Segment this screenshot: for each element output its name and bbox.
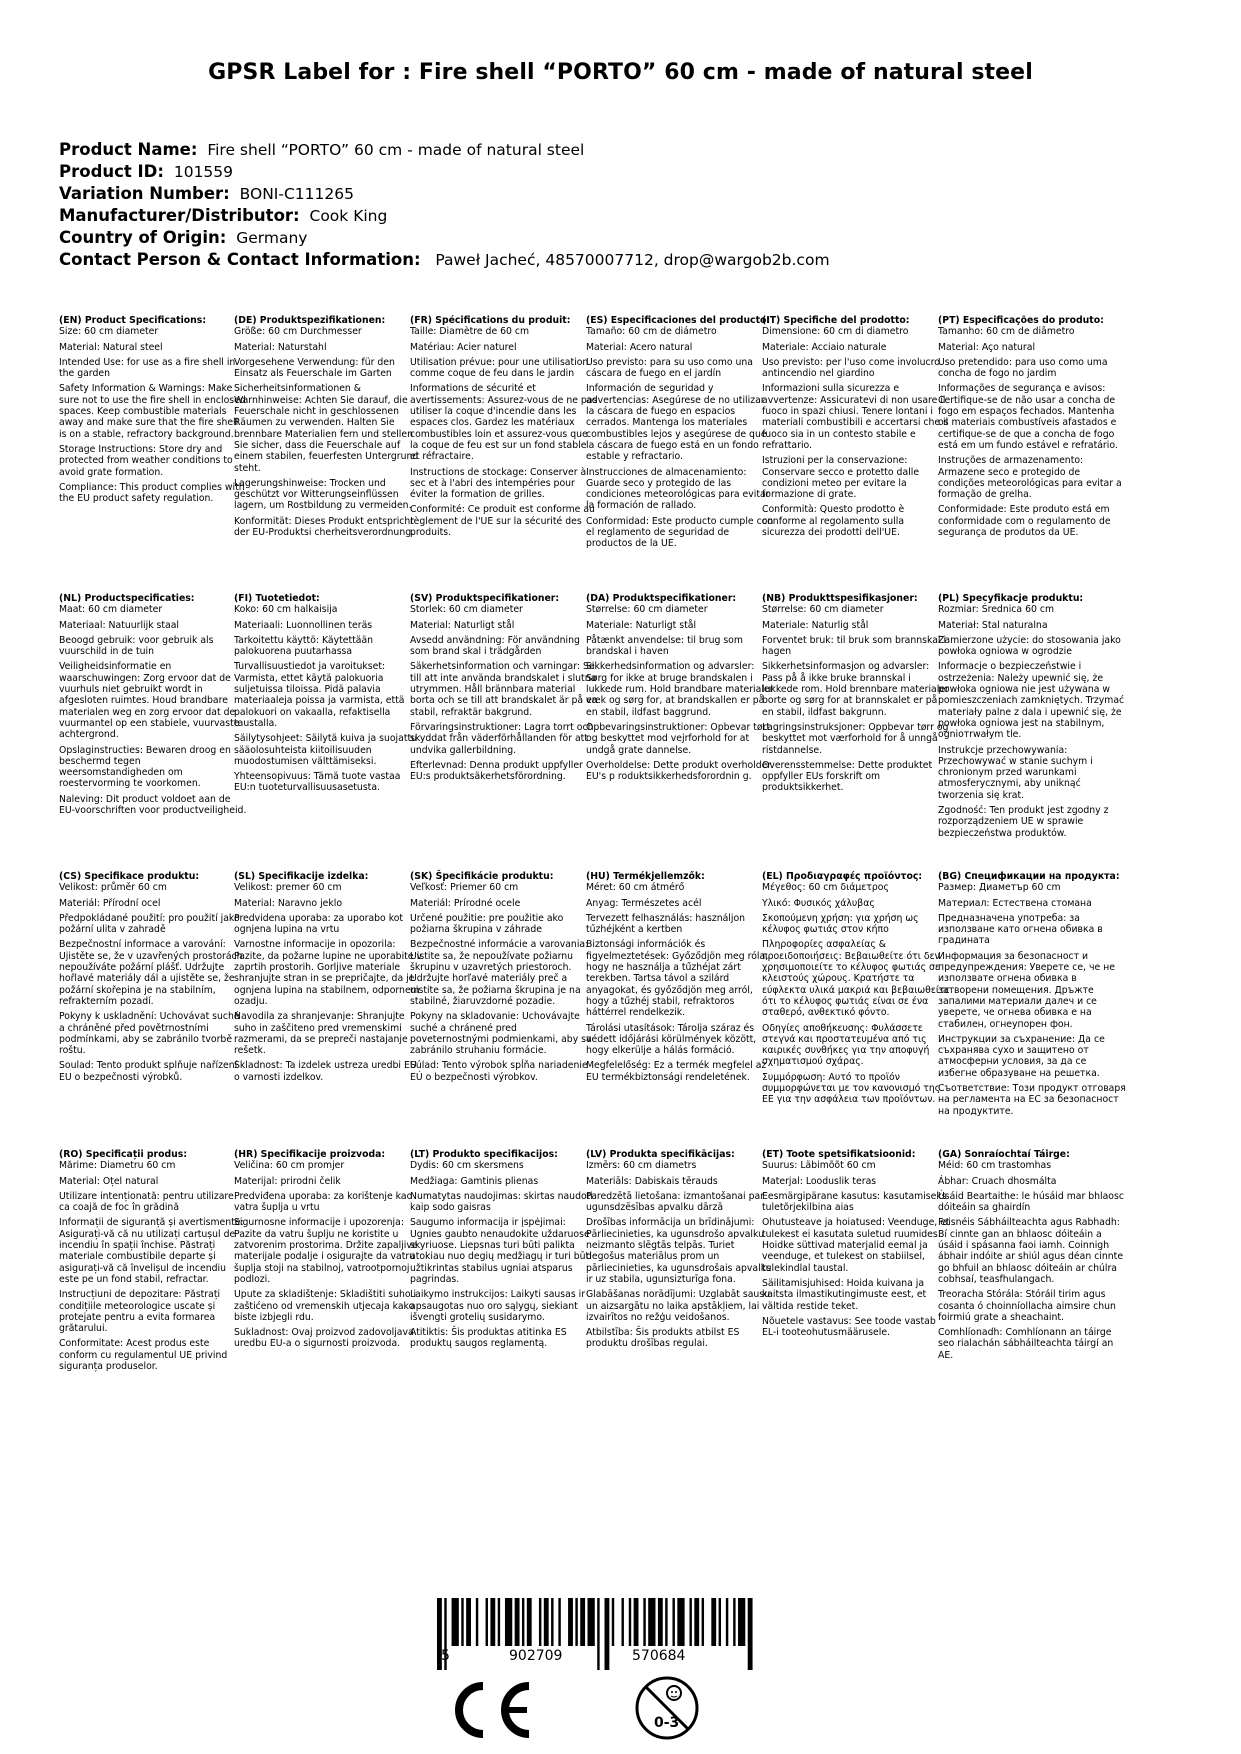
language-paragraph: Úsáid Beartaithe: le húsáid mar bhlaosc dóiteáin sa ghairdín — [938, 1190, 1124, 1214]
language-paragraph: Compliance: This product complies with the EU product safety regulation. — [59, 481, 245, 505]
barcode-bar — [515, 1598, 520, 1646]
barcode-bar — [665, 1598, 667, 1646]
language-paragraph: Pokyny k uskladnění: Uchovávat suché a chráněné před povětrnostními podmínkami, aby se zabránilo tvorbě roštu. — [59, 1011, 240, 1057]
language-paragraph: Информация за безопасност и предупреждения: Уверете се, че не използвате огнена обивка в затворени помещения. Дръжте запалими материали далеч и се уверете, че огнева обивка е на стабилен, огнеупорен фон. — [938, 950, 1115, 1030]
language-paragraph: Forventet bruk: til bruk som brannskal i hagen — [762, 634, 947, 658]
language-paragraph: Intended Use: for use as a fire shell in the garden — [59, 356, 236, 380]
language-paragraph: Materijal: prirodni čelik — [234, 1175, 341, 1187]
language-paragraph: Drošības informācija un brīdinājumi: Pārliecinieties, ka ugunsdrošo apvalku neizmanto slēgtās telpās. Turiet degošus materiālus prom un pārliecinieties, ka ugunsdrošais apvalks ir uz stabila, ugunsizturīga fona. — [586, 1217, 771, 1285]
language-paragraph: Material: Naravno jeklo — [234, 897, 343, 909]
language-paragraph: Veľkosť: Priemer 60 cm — [410, 882, 519, 894]
variation-number-row — [59, 183, 830, 205]
language-paragraph: Инструкции за съхранение: Да се съхранява сухо и защитено от атмосферни условия, за да се избегне образуване на решетка. — [938, 1033, 1105, 1079]
language-heading: (FI) Tuotetiedot: — [234, 593, 320, 604]
product-name-row — [59, 139, 830, 161]
language-paragraph: Koko: 60 cm halkaisija — [234, 604, 338, 616]
country-value: Germany — [236, 229, 308, 247]
language-paragraph: Säilytysohjeet: Säilytä kuiva ja suojattu sääolosuhteista kiitoilisuuden muodostumisen välttämiseksi. — [234, 733, 418, 767]
barcode-bar — [568, 1598, 573, 1646]
language-paragraph: Πληροφορίες ασφαλείας & προειδοποιήσεις: Βεβαιωθείτε ότι δεν χρησιμοποιείτε το κέλυφος φωτιάς σε κλειστούς χώρους. Κρατήστε τα εύφλεκτα υλικά μακριά και βεβαιωθείτε ότι το κέλυφος φωτιάς είναι σε ένα σταθερό, ανθεκτικό φόντο. — [762, 939, 950, 1019]
language-paragraph: Varnostne informacije in opozorila: Pazite, da požarne lupine ne uporabite v zaprtih prostorih. Gorljive materiale shranjujte stran in se prepričajte, da je ognjena lupina na stabilnem, odpornem ozadju. — [234, 939, 422, 1007]
language-paragraph: Tárolási utasítások: Tárolja száraz és védett időjárási körülmények között, hogy elkerülje a hálás formáció. — [586, 1022, 757, 1057]
language-paragraph: Säkerhetsinformation och varningar: Se till att inte använda brandskalet i slutna utrymmen. Håll brännbara material borta och se till att brandskalet är på en stabil, refraktär bakgrund. — [410, 661, 598, 718]
language-heading: (NB) Produkttspesifikasjoner: — [762, 593, 918, 604]
language-block — [410, 593, 598, 786]
barcode-bar — [643, 1598, 645, 1646]
language-paragraph: Uso previsto: para su uso como una cáscara de fuego en el jardín — [586, 356, 754, 380]
language-paragraph: Material: Naturstahl — [234, 341, 327, 353]
language-paragraph: Material: Aço natural — [938, 341, 1036, 353]
language-paragraph: Materjal: Looduslik teras — [762, 1175, 877, 1187]
barcode-bar — [580, 1598, 585, 1646]
barcode-bar — [527, 1598, 532, 1646]
language-paragraph: Σκοπούμενη χρήση: για χρήση ως κέλυφος φωτιάς στον κήπο — [762, 912, 919, 936]
language-paragraph: Ohutusteave ja hoiatused: Veenduge, et tulekest ei kasutata suletud ruumides. Hoidke süttivad materjalid eemal ja veenduge, et tulekest on stabiilsel, tulekindlal taustal. — [762, 1217, 950, 1274]
barcode — [437, 1598, 755, 1670]
language-paragraph: Υλικό: Φυσικός χάλυβας — [762, 897, 875, 909]
language-paragraph: Size: 60 cm diameter — [59, 326, 159, 338]
language-block — [234, 871, 422, 1087]
country-row — [59, 227, 830, 249]
language-heading: (HR) Specifikacije proizvoda: — [234, 1149, 386, 1160]
language-paragraph: Tarkoitettu käyttö: Käytettään palokuorena puutarhassa — [234, 634, 374, 658]
language-paragraph: Sikkerhedsinformation og advarsler: Sørg for ikke at bruge brandskalen i lukkede rum. Hold brandbare materialer væk og sørg for, at brandskallen er på en stabil, ildfast baggrund. — [586, 661, 774, 718]
language-block — [410, 871, 598, 1087]
language-paragraph: Zgodność: Ten produkt jest zgodny z rozporządzeniem UE w sprawie bezpieczeństwa produktów. — [938, 805, 1109, 839]
language-heading: (DA) Produktspecifikationer: — [586, 593, 737, 604]
language-paragraph: Faisnéis Sábháilteachta agus Rabhadh: Bí cinnte gan an bhlaosc dóiteáin a úsáid i spásanna faoi iamh. Coinnigh ábhair indóite ar shiúl agus déan cinnte go bhfuil an bhlaosc dóiteáin ar chúlra cobhsaí, teasfhulangach. — [938, 1217, 1124, 1285]
language-block — [586, 1149, 774, 1354]
language-paragraph: Instructions de stockage: Conserver à sec et à l'abri des intempéries pour éviter la formation de grilles. — [410, 466, 587, 501]
language-paragraph: Instrukcje przechowywania: Przechowywać w stanie suchym i chronionym przed warunkami atmosferycznymi, aby uniknąć tworzenia się krat. — [938, 744, 1093, 801]
barcode-bar — [486, 1598, 488, 1646]
language-paragraph: Información de seguridad y advertencias: Asegúrese de no utilizar la cáscara de fuego en espacios cerrados. Mantenga los materiales combustibles lejos y asegúrese de que la cáscara de fuego está en un fondo estable y refractario. — [586, 383, 767, 463]
language-paragraph: Συμμόρφωση: Αυτό το προϊόν συμμορφώνεται με τον κανονισμό της ΕΕ για την ασφάλεια των προϊόντων. — [762, 1071, 941, 1106]
language-heading: (BG) Спецификации на продукта: — [938, 871, 1120, 882]
barcode-digits-left: 902709 — [509, 1648, 563, 1664]
language-paragraph: Beoogd gebruik: voor gebruik als vuurschild in de tuin — [59, 634, 214, 658]
language-paragraph: Materiaali: Luonnollinen teräs — [234, 619, 373, 631]
language-paragraph: Instrucțiuni de depozitare: Păstrați condițiile meteorologice uscate și protejate pentru a evita formarea grătarului. — [59, 1289, 221, 1335]
barcode-bar — [658, 1598, 663, 1646]
language-paragraph: Pokyny na skladovanie: Uchovávajte suché a chránené pred poveternostnými podmienkami, aby sa zabránilo struhaniu formácie. — [410, 1011, 592, 1057]
language-paragraph: Größe: 60 cm Durchmesser — [234, 326, 362, 338]
language-paragraph: Informações de segurança e avisos: Certifique-se de não usar a concha de fogo em espaços fechados. Mantenha os materiais combustíveis afastados e certifique-se de que a concha de fogo está em um fundo estável e refratário. — [938, 383, 1118, 451]
language-paragraph: Izmērs: 60 cm diametrs — [586, 1160, 697, 1172]
language-paragraph: Opslaginstructies: Bewaren droog en beschermd tegen weersomstandigheden om roestervorming te voorkomen. — [59, 744, 231, 790]
language-heading: (GA) Sonraíochtaí Táirge: — [938, 1149, 1070, 1160]
language-paragraph: Maat: 60 cm diameter — [59, 604, 163, 616]
language-paragraph: Veličina: 60 cm promjer — [234, 1160, 345, 1172]
language-block — [59, 593, 247, 820]
language-heading: (EN) Product Specifications: — [59, 315, 207, 326]
barcode-bar — [719, 1598, 721, 1646]
language-paragraph: Velikost: premer 60 cm — [234, 882, 342, 894]
language-block — [762, 593, 950, 798]
language-paragraph: Förvaringsinstruktioner: Lagra torrt och skyddat från väderförhållanden för att undvika gallerbildning. — [410, 721, 594, 756]
language-paragraph: Určené použitie: pre použitie ako požiarna škrupina v záhrade — [410, 912, 564, 936]
language-paragraph: Conformità: Questo prodotto è conforme al regolamento sulla sicurezza dei prodotti dell'UE. — [762, 504, 905, 539]
language-heading: (RO) Specificații produs: — [59, 1149, 188, 1160]
language-paragraph: Rozmiar: Średnica 60 cm — [938, 604, 1055, 616]
language-paragraph: Sicherheitsinformationen & Warnhinweise: Achten Sie darauf, die Feuerschale nicht in geschlossenen Räumen zu verwenden. Halten Sie brennbare Materialien fern und stellen Sie sicher, dass die Feuerschale auf einem stabilen, feuerfesten Untergrund steht. — [234, 383, 419, 474]
language-paragraph: Veiligheidsinformatie en waarschuwingen: Zorg ervoor dat de vuurhuls niet gebruikt wordt in afgesloten ruimtes. Houd brandbare materialen weg en zorg ervoor dat de vuurmantel op een stabiele, vuurvaste achtergrond. — [59, 661, 240, 741]
language-block — [59, 871, 247, 1087]
language-paragraph: Uso previsto: per l'uso come involucro antincendio nel giardino — [762, 356, 940, 380]
barcode-bar — [711, 1598, 716, 1646]
barcode-bar — [672, 1598, 674, 1646]
language-paragraph: Skladnost: Ta izdelek ustreza uredbi EU o varnosti izdelkov. — [234, 1060, 417, 1083]
language-heading: (LT) Produkto specifikacijos: — [410, 1149, 558, 1160]
language-paragraph: Velikost: průměr 60 cm — [59, 882, 167, 894]
product-id-value: 101559 — [173, 163, 234, 181]
language-paragraph: Instruções de armazenamento: Armazene seco e protegido de condições meteorológicas para evitar a formação de grelha. — [938, 455, 1122, 501]
barcode-bar — [575, 1598, 577, 1646]
language-paragraph: Conformité: Ce produit est conforme au règlement de l'UE sur la sécurité des produits. — [410, 504, 595, 539]
manufacturer-value: Cook King — [309, 207, 388, 225]
language-paragraph: Méid: 60 cm trastomhas — [938, 1160, 1052, 1172]
language-paragraph: Mărime: Diametru 60 cm — [59, 1160, 176, 1172]
barcode-bar — [461, 1598, 463, 1646]
language-paragraph: Съответствие: Този продукт отговаря на регламента на ЕС за безопасност на продуктите. — [938, 1083, 1126, 1117]
language-paragraph: Sikkerhetsinformasjon og advarsler: Pass på å ikke bruke brannskal i lukkede rom. Hold brennbare materialer borte og sørg for at brannskalet er på en stabil, ildfast bakgrunn. — [762, 661, 949, 718]
language-paragraph: Turvallisuustiedot ja varoitukset: Varmista, ettet käytä palokuoria suljetuissa tiloissa. Pidä palavia materiaaleja poissa ja varmista, että palokuori on vakaalla, refaktisella taustalla. — [234, 661, 405, 729]
language-heading: (NL) Productspecificaties: — [59, 593, 195, 604]
language-paragraph: Taille: Diamètre de 60 cm — [410, 326, 530, 338]
language-paragraph: Размер: Диаметър 60 cm — [938, 882, 1061, 894]
language-paragraph: Storage Instructions: Store dry and protected from weather conditions to avoid grate formation. — [59, 443, 233, 478]
barcode-bar — [748, 1598, 753, 1670]
language-paragraph: Anyag: Természetes acél — [586, 897, 702, 909]
barcode-bar — [505, 1598, 512, 1646]
language-paragraph: Treoracha Stórála: Stóráil tirim agus cosanta ó choinníollacha aimsire chun foirmiú grate a sheachaint. — [938, 1289, 1116, 1323]
language-paragraph: Påtænkt anvendelse: til brug som brandskal i haven — [586, 634, 743, 658]
barcode-bar — [551, 1598, 553, 1646]
language-paragraph: Materiale: Naturlig stål — [762, 619, 869, 631]
language-paragraph: Lagerungshinweise: Trocken und geschützt vor Witterungseinflüssen lagern, um Rostbildung zu vermeiden. — [234, 477, 412, 512]
language-paragraph: Informations de sécurité et avertissements: Assurez-vous de ne pas utiliser la coque d'incendie dans les espaces clos. Gardez les matériaux combustibles loin et assurez-vous que la coque de feu est sur un fond stable et réfractaire. — [410, 383, 598, 463]
language-paragraph: Materiál: Prírodné ocele — [410, 897, 521, 909]
language-heading: (ET) Toote spetsifikatsioonid: — [762, 1149, 916, 1160]
language-paragraph: Material: Naturligt stål — [410, 619, 515, 631]
language-paragraph: Lagringsinstruksjoner: Oppbevar tørr og beskyttet mot værforhold for å unngå ristdannelse. — [762, 721, 949, 756]
language-paragraph: Tamanho: 60 cm de diâmetro — [938, 326, 1075, 338]
language-paragraph: Uso pretendido: para uso como uma concha de fogo no jardim — [938, 356, 1108, 380]
language-paragraph: Atbilstība: Šis produkts atbilst ES produktu drošības regulai. — [586, 1327, 740, 1350]
manufacturer-row — [59, 205, 830, 227]
product-name-value: Fire shell “PORTO” 60 cm - made of natural steel — [207, 141, 585, 159]
language-block — [762, 871, 950, 1110]
language-paragraph: Soulad: Tento produkt splňuje nařízení EU o bezpečnosti výrobků. — [59, 1060, 238, 1083]
barcode-bar — [634, 1598, 639, 1646]
barcode-bar — [597, 1598, 599, 1670]
barcode-bar — [452, 1598, 459, 1646]
barcode-bar — [677, 1598, 684, 1646]
language-paragraph: Konformität: Dieses Produkt entspricht der EU-Produktsi cherheitsverordnung. — [234, 515, 415, 539]
language-paragraph: Overholdelse: Dette produkt overholder EU's p roduktsikkerhedsforordnin g. — [586, 759, 772, 783]
country-label: Country of Origin: — [59, 228, 227, 247]
language-paragraph: Súlad: Tento výrobok spĺňa nariadenie EÚ o bezpečnosti výrobkov. — [410, 1060, 588, 1083]
language-heading: (IT) Specifiche del prodotto: — [762, 315, 910, 326]
manufacturer-label: Manufacturer/Distributor: — [59, 206, 300, 225]
language-paragraph: Zamierzone użycie: do stosowania jako powłoka ogniowa w ogrodzie — [938, 634, 1121, 658]
barcode-bar — [498, 1598, 500, 1646]
language-paragraph: Sukladnost: Ovaj proizvod zadovoljava uredbu EU-a o sigurnosti proizvoda. — [234, 1327, 414, 1350]
language-paragraph: Utilisation prévue: pour une utilisation comme coque de feu dans le jardin — [410, 356, 589, 380]
page-title: GPSR Label for : Fire shell “PORTO” 60 cm - made of natural steel — [208, 60, 1033, 85]
product-id-row — [59, 161, 830, 183]
variation-number-value: BONI-C111265 — [239, 185, 354, 203]
barcode-bar — [605, 1598, 610, 1670]
language-block — [586, 871, 774, 1087]
language-block — [234, 1149, 422, 1354]
language-paragraph: Yhteensopivuus: Tämä tuote vastaa EU:n tuoteturvallisuusasetusta. — [234, 771, 401, 794]
language-block — [59, 315, 247, 508]
barcode-bar — [733, 1598, 735, 1646]
language-paragraph: Laikymo instrukcijos: Laikyti sausas ir apsaugotas nuo oro sąlygų, siekiant išvengti grotelių susidarymo. — [410, 1289, 586, 1323]
language-block — [762, 1149, 950, 1342]
language-paragraph: Materiál: Přírodní ocel — [59, 897, 161, 909]
language-block — [762, 315, 950, 542]
product-name-label: Product Name: — [59, 140, 198, 159]
language-paragraph: Conformidad: Este producto cumple con el reglamento de seguridad de productos de la UE. — [586, 515, 774, 550]
language-paragraph: Tamaño: 60 cm de diámetro — [586, 326, 717, 338]
contact-label: Contact Person & Contact Information: — [59, 250, 421, 269]
language-paragraph: Atitiktis: Šis produktas atitinka ES produktų saugos reglamentą. — [410, 1327, 567, 1350]
barcode-bar — [558, 1598, 560, 1646]
barcode-bar — [648, 1598, 655, 1646]
language-block — [586, 593, 774, 786]
barcode-bar — [539, 1598, 541, 1646]
language-paragraph: Material: Acero natural — [586, 341, 693, 353]
language-block — [938, 1149, 1126, 1365]
language-block — [234, 315, 422, 542]
barcode-bar — [629, 1598, 631, 1646]
language-heading: (CS) Specifikace produktu: — [59, 871, 200, 882]
language-paragraph: Предназначена употреба: за използване като огнена обивка в градината — [938, 912, 1103, 947]
language-paragraph: Informazioni sulla sicurezza e avvertenze: Assicuratevi di non usare il fuoco in spazi chiusi. Tenere lontani i materiali combustibili e accertarsi che il fuoco sia in un contesto stabile e refrattario. — [762, 383, 949, 451]
product-id-label: Product ID: — [59, 162, 164, 181]
language-paragraph: Avsedd användning: För användning som brand skal i trädgården — [410, 634, 580, 658]
language-paragraph: Suurus: Läbimõõt 60 cm — [762, 1160, 876, 1172]
language-paragraph: Μέγεθος: 60 cm διάμετρος — [762, 882, 889, 894]
contact-row — [59, 249, 830, 271]
barcode-digit-prefix: 5 — [441, 1648, 450, 1664]
barcode-bar — [544, 1598, 549, 1646]
variation-number-label: Variation Number: — [59, 184, 230, 203]
language-paragraph: Eesmärgipärane kasutus: kasutamiseks tuletõrjekilbina aias — [762, 1190, 947, 1214]
age-label: 0-3 — [654, 1715, 680, 1731]
language-block — [410, 315, 598, 542]
language-paragraph: Medžiaga: Gamtinis plienas — [410, 1175, 539, 1187]
language-paragraph: Οδηγίες αποθήκευσης: Φυλάσσετε στεγνά και προστατευμένα από τις καιρικές συνθήκες για την αποφυγή σχηματισμού σχάρας. — [762, 1022, 930, 1068]
language-paragraph: Sigurnosne informacije i upozorenja: Pazite da vatru šuplju ne koristite u zatvorenim prostorima. Držite zapaljive materijale podalje i osigurajte da vatru šuplja stoji na stabilnoj, vatrootpornoj podlozi. — [234, 1217, 418, 1285]
ce-mark-icon — [455, 1680, 537, 1740]
not-for-children-0-3-icon — [634, 1675, 700, 1741]
language-paragraph: Bezpečnostní informace a varování: Ujistěte se, že v uzavřených prostorách nepoužíváte požární plášť. Udržujte hořlavé materiály dál a ujistěte se, že požární skořepina je na stabilním, refrakterním pozadí. — [59, 939, 243, 1007]
barcode-bar — [621, 1598, 623, 1646]
language-heading: (HU) Termékjellemzők: — [586, 871, 705, 882]
language-heading: (PL) Specyfikacje produktu: — [938, 593, 1084, 604]
language-paragraph: Materiale: Naturligt stål — [586, 619, 697, 631]
language-paragraph: Overensstemmelse: Dette produktet oppfyller EUs forskrift om produktsikkerhet. — [762, 759, 933, 794]
language-paragraph: Naleving: Dit product voldoet aan de EU-voorschriften voor productveiligheid. — [59, 793, 247, 817]
language-block — [410, 1149, 598, 1354]
language-paragraph: Storlek: 60 cm diameter — [410, 604, 523, 616]
language-paragraph: Opbevaringsinstruktioner: Opbevar tørt og beskyttet mod vejrforhold for at undgå grate dannelse. — [586, 721, 771, 756]
language-paragraph: Glabāšanas norādījumi: Uzglabāt sausu un aizsargātu no laika apstākļiem, lai izvairītos no režģu veidošanos. — [586, 1289, 771, 1323]
barcode-bar — [689, 1598, 691, 1646]
language-paragraph: Upute za skladištenje: Skladištiti suho i zaštićeno od vremenskih utjecaja kako biste izbjegli rdu. — [234, 1289, 417, 1323]
language-block — [938, 593, 1126, 843]
language-paragraph: Säilitamisjuhised: Hoida kuivana ja kaitsta ilmastikutingimuste eest, et vältida restide teket. — [762, 1277, 927, 1312]
barcode-bar — [738, 1598, 745, 1646]
barcode-bar — [490, 1598, 495, 1646]
barcode-digits-right: 570684 — [632, 1648, 686, 1664]
language-paragraph: Dimensione: 60 cm di diametro — [762, 326, 909, 338]
language-paragraph: Efterlevnad: Denna produkt uppfyller EU:s produktsäkerhetsförordning. — [410, 759, 583, 783]
contact-value: Paweł Jacheć, 48570007712, drop@wargob2b.com — [435, 251, 830, 269]
language-paragraph: Materiale: Acciaio naturale — [762, 341, 887, 353]
language-paragraph: Material: Natural steel — [59, 341, 163, 353]
language-paragraph: Bezpečnostné informácie a varovania: Uistite sa, že nepoužívate požiarnu škrupinu v uzavretých priestoroch. Udržujte horľavé materiály preč a uistite sa, že požiarna škrupina je na stabilné, žiaruvzdorné pozadie. — [410, 939, 589, 1007]
language-paragraph: Istruzioni per la conservazione: Conservare secco e protetto dalle condizioni meteo per evitare la formazione di grate. — [762, 455, 920, 501]
language-heading: (LV) Produkta specifikācijas: — [586, 1149, 735, 1160]
barcode-bar — [702, 1598, 704, 1646]
language-heading: (FR) Spécifications du produit: — [410, 315, 571, 326]
language-paragraph: Ábhar: Cruach dhosmálta — [938, 1175, 1057, 1187]
language-heading: (ES) Especificaciones del producto: — [586, 315, 771, 326]
barcode-bar — [588, 1598, 595, 1646]
language-paragraph: Materiāls: Dabiskais tērauds — [586, 1175, 718, 1187]
barcode-bar — [612, 1598, 614, 1646]
language-paragraph: Navodila za shranjevanje: Shranjujte suho in zaščiteno pred vremenskimi razmerami, da se prepreči nastajanje rešetk. — [234, 1011, 408, 1057]
language-paragraph: Utilizare intenționată: pentru utilizare ca coajă de foc în grădină — [59, 1190, 234, 1214]
language-block — [938, 315, 1126, 542]
language-paragraph: Saugumo informacija ir įspėjimai: Ugnies gaubto nenaudokite uždaruose skyriuose. Liepsnas turi būti palikta atokiau nuo degių medžiagų ir turi būti užtikrintas stabilus ugniai atsparus pagrindas. — [410, 1217, 592, 1285]
language-paragraph: Conformitate: Acest produs este conform cu regulamentul UE privind siguranța produselor. — [59, 1338, 228, 1373]
language-block — [586, 315, 774, 554]
language-block — [234, 593, 422, 798]
language-paragraph: Vorgesehene Verwendung: für den Einsatz als Feuerschale im Garten — [234, 356, 395, 380]
language-paragraph: Safety Information & Warnings: Make sure not to use the fire shell in enclosed spaces. Keep combustible materials away and make sure that the fire shell is on a stable, refractory background. — [59, 383, 246, 440]
barcode-bar — [466, 1598, 471, 1646]
language-heading: (SK) Špecifikácie produktu: — [410, 871, 554, 882]
barcode-bar — [476, 1598, 478, 1646]
language-paragraph: Informacje o bezpieczeństwie i ostrzeżenia: Należy upewnić się, że powłoka ogniowa nie jest używana w pomieszczeniach zamkniętych. Trzymać materiały palne z dala i upewnić się, że powłoka ogniowa jest na stabilnym, ognioтrwałym tle. — [938, 661, 1125, 741]
language-paragraph: Comhlíonadh: Comhlíonann an táirge seo rialachán sábháilteachta táirgí an AE. — [938, 1327, 1114, 1361]
barcode-bar — [694, 1598, 699, 1646]
language-paragraph: Informații de siguranță și avertismente: Asigurați-vă că nu utilizați cartușul de incendiu în spații închise. Păstrați materiale combustibile departe și asigurați-vă că învelișul de incendiu este pe un fond stabil, refractar. — [59, 1217, 244, 1285]
language-heading: (SV) Produktspecifikationer: — [410, 593, 560, 604]
language-heading: (EL) Προδιαγραφές προϊόντος: — [762, 871, 923, 882]
language-paragraph: Nõuetele vastavus: See toode vastab EL-i tooteohutusmäärusele. — [762, 1315, 936, 1339]
language-paragraph: Předpokládané použití: pro použití jako požární ulita v zahradě — [59, 912, 240, 936]
barcode-bar — [726, 1598, 728, 1646]
language-heading: (PT) Especificações do produto: — [938, 315, 1104, 326]
language-paragraph: Paredzētā lietošana: izmantošanai par ugunsdzēsības apvalku dārzā — [586, 1190, 764, 1214]
language-paragraph: Størrelse: 60 cm diameter — [586, 604, 708, 616]
language-paragraph: Material: Oțel natural — [59, 1175, 159, 1187]
language-heading: (SL) Specifikacije izdelka: — [234, 871, 369, 882]
language-heading: (DE) Produktspezifikationen: — [234, 315, 386, 326]
language-paragraph: Materiaal: Natuurlijk staal — [59, 619, 180, 631]
language-paragraph: Dydis: 60 cm skersmens — [410, 1160, 524, 1172]
language-block — [938, 871, 1126, 1121]
language-paragraph: Instrucciones de almacenamiento: Guarde seco y protegido de las condiciones meteorológicas para evitar la formación de rallado. — [586, 466, 770, 512]
language-paragraph: Størrelse: 60 cm diameter — [762, 604, 884, 616]
language-paragraph: Conformidade: Este produto está em conformidade com o regulamento de segurança de produtos da UE. — [938, 504, 1111, 539]
language-paragraph: Megfelelőség: Ez a termék megfelel az EU termékbiztonsági rendeletének. — [586, 1060, 767, 1083]
language-paragraph: Méret: 60 cm átmérő — [586, 882, 685, 894]
barcode-bar — [522, 1598, 524, 1646]
language-paragraph: Predvidena uporaba: za uporabo kot ognjena lupina na vrtu — [234, 912, 404, 936]
language-paragraph: Materiał: Stal naturalna — [938, 619, 1048, 631]
language-paragraph: Numatytas naudojimas: skirtas naudoti kaip sodo gaisras — [410, 1190, 593, 1214]
product-info — [59, 139, 830, 271]
language-paragraph: Материал: Естествена стомана — [938, 897, 1092, 909]
language-block — [59, 1149, 247, 1376]
language-paragraph: Predviđena uporaba: za korištenje kao vatra šuplja u vrtu — [234, 1190, 413, 1214]
language-paragraph: Tervezett felhasználás: használjon tűzhéjként a kertben — [586, 912, 746, 936]
language-paragraph: Biztonsági információk és figyelmeztetések: Győződjön meg róla, hogy ne használja a tűzhéjat zárt terekben. Tartsa távol a szilárd anyagokat, és győződjön meg arról, hogy a tűzhéj stabil, refraktoros háttérrel rendelkezik. — [586, 939, 769, 1019]
language-paragraph: Matériau: Acier naturel — [410, 341, 517, 353]
